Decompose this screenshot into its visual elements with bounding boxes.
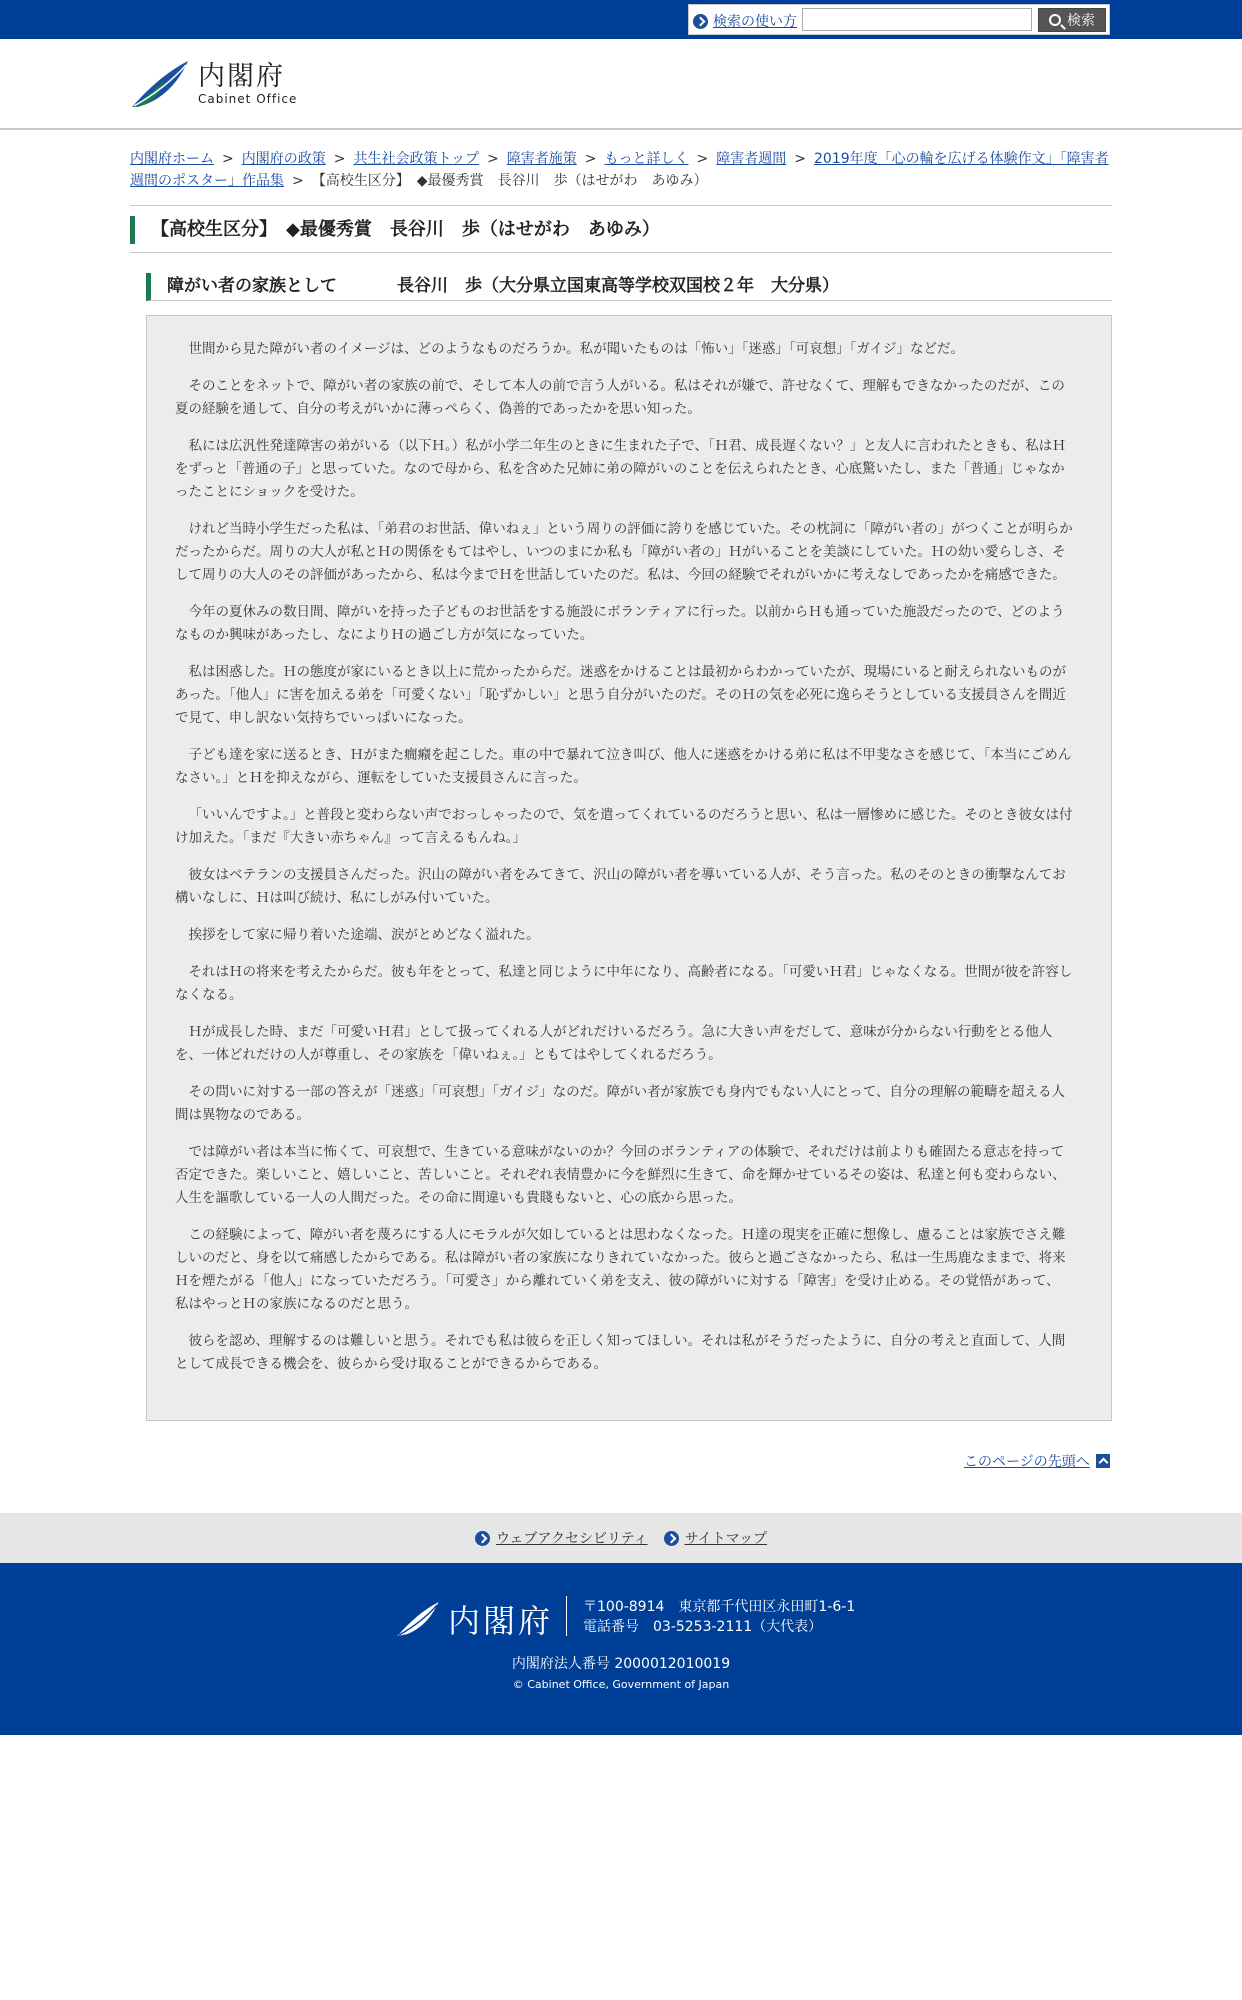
footer-links — [0, 1513, 1242, 1563]
page-top-label: このページの先頭へ — [964, 1454, 1090, 1470]
essay-heading — [146, 273, 1112, 301]
divider — [130, 205, 1112, 206]
site-footer — [0, 1563, 1242, 1735]
essay-paragraph: 彼らを認め、理解するのは難しいと思う。それでも私は彼らを正しく知ってほしい。それは私がそうだったように、自分の考えと直面して、人間として成長できる機会を、彼らから受け取ることができるからである。 — [175, 1333, 1066, 1372]
breadcrumb — [130, 148, 1112, 192]
footer-address-line: 〒100-8914 東京都千代田区永田町1-6-1 — [583, 1599, 856, 1615]
essay-paragraph: 子ども達を家に送るとき、Ｈがまた癇癪を起こした。車の中で暴れて泣き叫び、他人に迷惑をかける弟に私は不甲斐なさを感じて、「本当にごめんなさい。」とＨを抑えながら、運転をしていた支援員さんに言った。 — [175, 747, 1072, 786]
essay-paragraph: 私は困惑した。Ｈの態度が家にいるとき以上に荒かったからだ。迷惑をかけることは最初からわかっていたが、現場にいると耐えられないものがあった。「他人」に害を加える弟を「可愛くない」「恥ずかしい」と思う自分がいたのだ。そのＨの気を必死に逸らそうとしている支援員さんを間近で見て、申し訳ない気持ちでいっぱいになった。 — [175, 664, 1066, 726]
footer-divider — [566, 1596, 567, 1636]
breadcrumb-home[interactable]: 内閣府ホーム — [130, 151, 214, 167]
leaf-logo-icon — [130, 59, 190, 109]
site-header — [0, 39, 1242, 130]
search-button-label: 検索 — [1067, 13, 1095, 29]
essay-paragraph: その問いに対する一部の答えが「迷惑」「可哀想」「ガイジ」なのだ。障がい者が家族でも身内でもない人にとって、自分の理解の範疇を超える人間は異物なのである。 — [175, 1084, 1066, 1123]
essay-body — [146, 315, 1112, 1421]
breadcrumb-week[interactable]: 障害者週間 — [716, 151, 787, 167]
essay-paragraph: 彼女はベテランの支援員さんだった。沢山の障がい者をみてきて、沢山の障がい者を導いている人が、そう言った。私のそのときの衝撃なんてお構いなしに、Ｈは叫び続け、私にしがみ付いていた。 — [175, 867, 1066, 906]
essay-title: 障がい者の家族として — [167, 276, 337, 296]
search-box — [688, 4, 1110, 35]
breadcrumb-more[interactable]: もっと詳しく — [604, 151, 689, 167]
breadcrumb-collection[interactable]: 2019年度「心の輪を広げる体験作文」「障害者週間のポスター」作品集 — [130, 151, 1109, 189]
breadcrumb-current: 【高校生区分】 ◆最優秀賞 長谷川 歩（はせがわ あゆみ） — [311, 173, 708, 189]
breadcrumb-separator: > — [222, 151, 234, 167]
essay-paragraph: けれど当時小学生だった私は、「弟君のお世話、偉いねぇ」という周りの評価に誇りを感じていた。その枕詞に「障がい者の」がつくことが明らかだったからだ。周りの大人が私とＨの関係をもてはやし、いつのまにか私も「障がい者の」Ｈがいることを美談にしていた。Ｈの幼い愛らしさ、そして周りの大人のその評価があったから、私は今までＨを世話していたのだ。私は、今回の経験でそれがいかに考えなしであったかを痛感できた。 — [175, 521, 1073, 583]
breadcrumb-separator: > — [487, 151, 499, 167]
footer-corp-number: 内閣府法人番号 2000012010019 — [511, 1656, 731, 1672]
essay-paragraph: では障がい者は本当に怖くて、可哀想で、生きている意味がないのか？今回のボランティアの体験で、それだけは前よりも確固たる意志を持って否定できた。楽しいこと、嬉しいこと、苦しいこと。それぞれ表情豊かに今を鮮烈に生きて、命を輝かせているその姿は、私達と何も変わらない、人生を謳歌している一人の人間だった。その命に間違いも貴賤もないと、心の底から思った。 — [175, 1144, 1066, 1206]
essay-paragraph: そのことをネットで、障がい者の家族の前で、そして本人の前で言う人がいる。私はそれが嫌で、許せなくて、理解もできなかったのだが、この夏の経験を通して、自分の考えがいかに薄っぺらく、偽善的であったかを思い知った。 — [175, 378, 1065, 417]
page-title: 【高校生区分】 ◆最優秀賞 長谷川 歩（はせがわ あゆみ） — [130, 216, 1112, 244]
essay-paragraph: Ｈが成長した時、まだ「可愛いＨ君」として扱ってくれる人がどれだけいるだろう。急に大きい声をだして、意味が分からない行動をとる他人を、一体どれだけの人が尊重し、その家族を「偉いねぇ。」ともてはやしてくれるだろう。 — [175, 1024, 1053, 1063]
essay-paragraph: 今年の夏休みの数日間、障がいを持った子どものお世話をする施設にボランティアに行った。以前からＨも通っていた施設だったので、どのようなものか興味があったし、なによりＨの過ごし方が気になっていた。 — [175, 604, 1065, 643]
page-top-link[interactable] — [964, 1451, 1110, 1471]
logo-text-en: Cabinet Office — [198, 92, 298, 106]
essay-paragraph: それはＨの将来を考えたからだ。彼も年をとって、私達と同じように中年になり、高齢者になる。「可愛いＨ君」じゃなくなる。世間が彼を許容しなくなる。 — [175, 964, 1073, 1003]
breadcrumb-separator: > — [696, 151, 709, 167]
breadcrumb-separator: > — [333, 151, 346, 167]
breadcrumb-policy[interactable]: 内閣府の政策 — [241, 151, 326, 167]
accessibility-label: ウェブアクセシビリティ — [495, 1531, 648, 1547]
essay-author: 長谷川 歩（大分県立国東高等学校双国校２年 大分県） — [397, 276, 839, 296]
arrow-up-icon — [1096, 1454, 1110, 1468]
sitemap-label: サイトマップ — [684, 1531, 768, 1547]
breadcrumb-separator: > — [292, 173, 304, 189]
arrow-circle-icon — [475, 1531, 490, 1546]
essay-paragraph: 「いいんですよ。」と普段と変わらない声でおっしゃったので、気を遣ってくれているのだろうと思い、私は一層惨めに感じた。そのとき彼女は付け加えた。「まだ『大きい赤ちゃん』って言えるもんね。」 — [175, 807, 1073, 846]
footer-copyright: © Cabinet Office, Government of Japan — [512, 1678, 730, 1691]
essay-paragraph: この経験によって、障がい者を蔑ろにする人にモラルが欠如しているとは思わなくなった。Ｈ達の現実を正確に想像し、慮ることは家族でさえ難しいのだと、身を以て痛感したからである。私は障がい者の家族になりきれていなかった。彼らと過ごさなかったら、私は一生馬鹿なままで、将来Ｈを煙たがる「他人」になっていただろう。「可愛さ」から離れていく弟を支え、彼の障がいに対する「障害」を受け止める。その覚悟があって、私はやっとＨの家族になるのだと思う。 — [175, 1227, 1066, 1312]
search-button[interactable] — [1038, 8, 1106, 32]
cabinet-office-logo[interactable] — [130, 59, 297, 109]
breadcrumb-separator: > — [584, 151, 597, 167]
breadcrumb-separator: > — [794, 151, 806, 167]
search-help-link[interactable] — [693, 11, 797, 31]
search-help-label: 検索の使い方 — [713, 14, 797, 30]
footer-logo-text: 内閣府 — [448, 1603, 554, 1639]
footer-phone: 電話番号 03-5253-2111（大代表） — [583, 1619, 823, 1635]
divider — [130, 252, 1112, 253]
top-bar — [0, 0, 1242, 39]
sitemap-link[interactable] — [664, 1528, 767, 1548]
breadcrumb-shogaisha[interactable]: 障害者施策 — [506, 151, 577, 167]
logo-text-ja: 内閣府 — [198, 61, 285, 91]
arrow-circle-icon — [693, 14, 708, 29]
footer-address — [583, 1597, 855, 1637]
accessibility-link[interactable] — [475, 1528, 648, 1548]
essay-paragraph: 世間から見た障がい者のイメージは、どのようなものだろうか。私が聞いたものは「怖い」「迷惑」「可哀想」「ガイジ」などだ。 — [188, 341, 964, 357]
search-icon — [1049, 14, 1061, 26]
leaf-logo-icon — [396, 1600, 440, 1638]
breadcrumb-kyosei[interactable]: 共生社会政策トップ — [353, 151, 480, 167]
essay-paragraph: 私には広汎性発達障害の弟がいる（以下Ｈ。）私が小学二年生のときに生まれた子で、「Ｈ君、成長遅くない？」と友人に言われたときも、私はＨをずっと「普通の子」と思っていた。なので母から、私を含めた兄姉に弟の障がいのことを伝えられたとき、心底驚いたし、また「普通」じゃなかったことにショックを受けた。 — [175, 438, 1066, 500]
footer-logo — [396, 1596, 553, 1642]
search-input[interactable] — [802, 8, 1032, 31]
essay-paragraph: 挨拶をして家に帰り着いた途端、涙がとめどなく溢れた。 — [188, 927, 540, 943]
arrow-circle-icon — [664, 1531, 679, 1546]
